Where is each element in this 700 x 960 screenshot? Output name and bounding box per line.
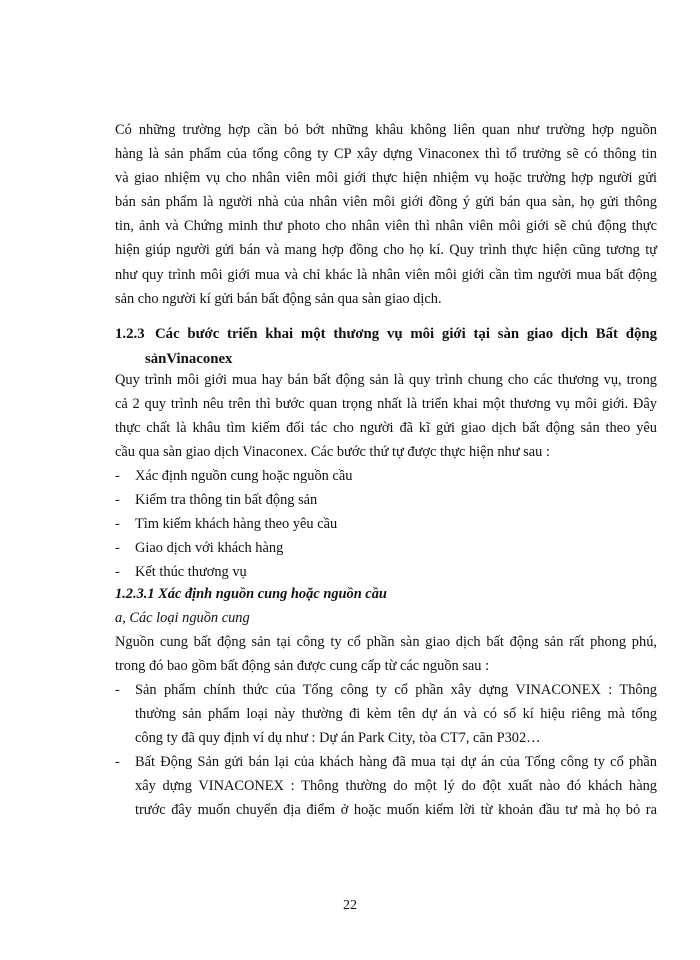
text-line: tin, ảnh và Chứng minh thư photo cho nhân viên thì nhân viên môi giới sẽ chủ động thực (115, 218, 657, 235)
list-item-text: Xác định nguồn cung hoặc nguồn cầu (135, 468, 353, 484)
dash-bullet: - (115, 516, 120, 532)
section-title-line1: Các bước triển khai một thương vụ môi giới tại sàn giao dịch Bất động (155, 326, 657, 342)
text-line: Nguồn cung bất động sản tại công ty cổ phần sàn giao dịch bất động sản rất phong phú, (115, 634, 657, 650)
text-line: như quy trình môi giới mua và chỉ khác là nhân viên môi giới cần tìm người mua bất động (115, 266, 657, 283)
list-item-text: Tìm kiếm khách hàng theo yêu cầu (135, 516, 338, 532)
list-item-text: Kiểm tra thông tin bất động sản (135, 492, 318, 508)
dash-bullet: - (115, 468, 120, 484)
text-line: Sản phẩm chính thức của Tổng công ty cổ phần xây dựng VINACONEX : Thông (135, 682, 657, 698)
dash-bullet: - (115, 492, 120, 508)
text-line: hiện giúp người gửi bán và mang hợp đồng cho họ kí. Quy trình thực hiện cũng tương tự (115, 242, 657, 259)
text-line: công ty đã quy định ví dụ như : Dự án Park City, tòa CT7, căn P302… (135, 730, 541, 747)
text-line: và giao nhiệm vụ cho nhân viên môi giới thực hiện nhiệm vụ hoặc trường hợp người gửi (115, 170, 657, 187)
paragraph-process (115, 368, 657, 464)
dash-bullet: - (115, 754, 120, 770)
dash-bullet: - (115, 682, 120, 698)
paragraph-intro (115, 118, 657, 311)
section-heading-1-2-3 (115, 322, 657, 371)
text-line: Bất Động Sản gửi bán lại của khách hàng đã mua tại dự án của Tổng công ty cổ phần (135, 754, 657, 770)
list-item-text: Giao dịch với khách hàng (135, 540, 284, 556)
text-line: bán sản phẩm là người nhà của nhân viên môi giới đồng ý gửi bán qua sàn, họ gửi thông (115, 194, 657, 211)
dash-bullet: - (115, 564, 120, 580)
list-item (115, 750, 657, 822)
text-line: sản cho người kí gửi bán bất động sản qua sàn giao dịch. (115, 290, 442, 307)
text-line: cầu qua sàn giao dịch Vinaconex. Các bước thứ tự được thực hiện như sau : (115, 444, 550, 461)
section-heading-1-2-3-1: 1.2.3.1 Xác định nguồn cung hoặc nguồn cầu (115, 586, 387, 602)
subheading-supply-types: a, Các loại nguồn cung (115, 610, 250, 626)
page-number: 22 (343, 898, 357, 913)
text-line: hàng là sản phẩm của tổng công ty CP xây dựng Vinaconex thì tổ trưởng sẽ có thông tin (115, 146, 657, 163)
list-item (115, 678, 657, 750)
list-item-text: Kết thúc thương vụ (135, 564, 247, 580)
text-line: trong đó bao gồm bất động sản được cung cấp từ các nguồn sau : (115, 658, 490, 675)
text-line: cả 2 quy trình nêu trên thì bước quan trọng nhất là triển khai một thương vụ môi giới. Đây (115, 396, 657, 413)
text-line: Quy trình môi giới mua hay bán bất động sản là quy trình chung cho các thương vụ, trong (115, 372, 657, 388)
text-line: Có những trường hợp cần bỏ bớt những khâu không liên quan như trường hợp nguồn (115, 122, 657, 138)
text-line: thực chất là khâu tìm kiếm đối tác cho người đã kĩ gửi giao dịch bất động sản theo yêu (115, 420, 657, 437)
paragraph-supply (115, 630, 657, 678)
section-title-line2: sảnVinaconex (145, 350, 233, 367)
text-line: thường sản phẩm loại này thường đi kèm tên dự án và có số kí hiệu riêng mà tổng (135, 706, 657, 723)
text-line: trước đây muốn chuyển địa điểm ở hoặc muốn kiếm lời từ khoản đầu tư mà họ bỏ ra (135, 802, 657, 819)
section-number: 1.2.3 (115, 326, 145, 342)
dash-bullet: - (115, 540, 120, 556)
text-line: xây dựng VINACONEX : Thông thường do một lý do đột xuất nào đó khách hàng (135, 778, 657, 795)
